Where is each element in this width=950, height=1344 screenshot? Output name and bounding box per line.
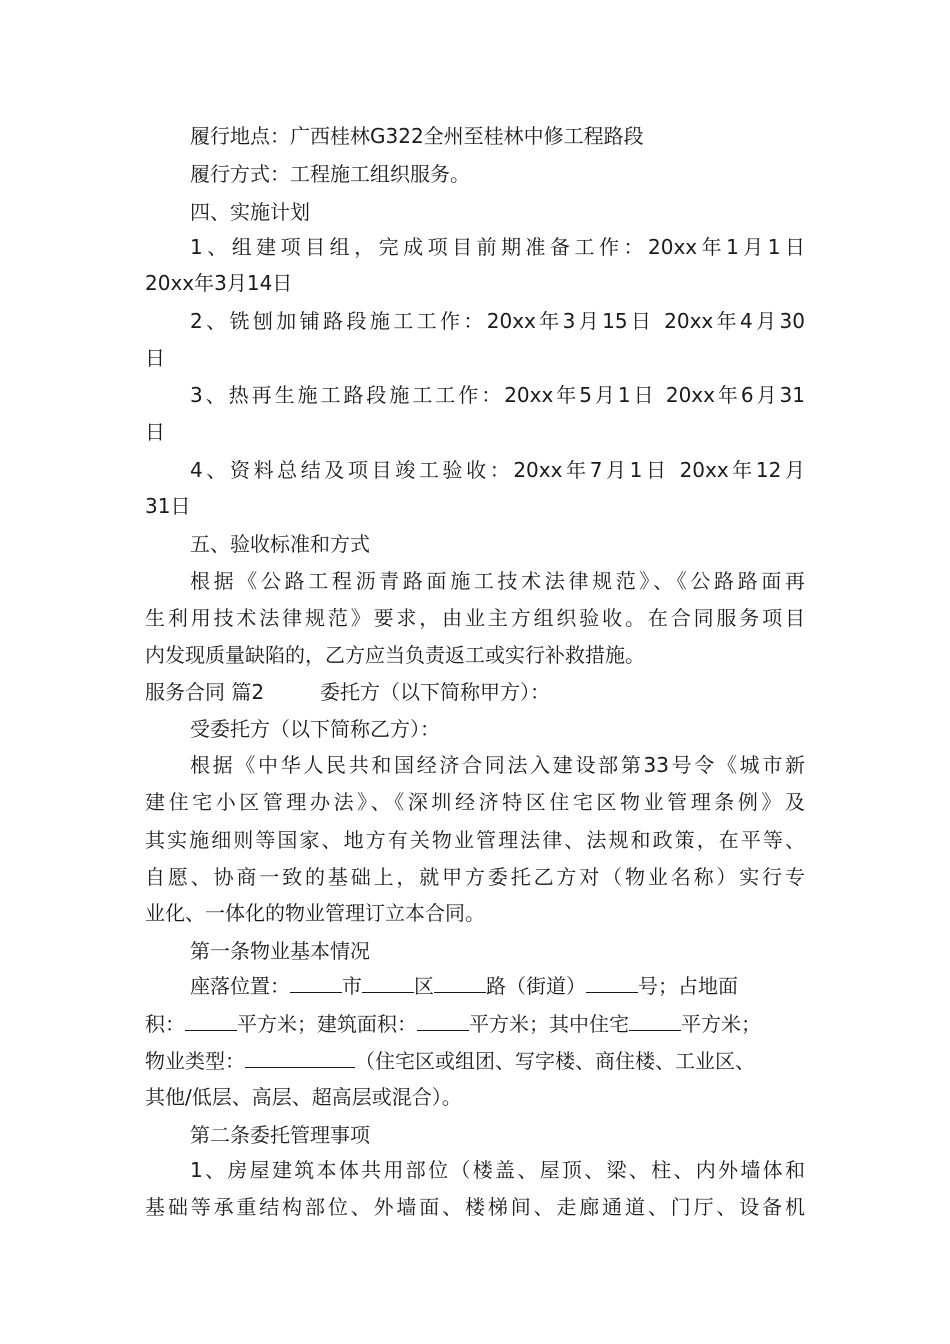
contract-title: 服务合同 篇2 <box>145 680 265 704</box>
district-label: 区 <box>414 974 434 998</box>
plan-item-2-line-1: 2、铣刨加铺路段施工工作：20xx年3月15日 20xx年4月30 <box>190 309 805 333</box>
road-label: 路（街道） <box>486 974 586 998</box>
basis-paragraph-line-3: 其实施细则等国家、地方有关物业管理法律、法规和政策，在平等、 <box>145 828 805 852</box>
location-line <box>190 970 738 1000</box>
plan-item-1-line-2: 20xx年3月14日 <box>145 271 293 295</box>
basis-paragraph-line-2: 建住宅小区管理办法》、《深圳经济特区住宅区物业管理条例》及 <box>145 790 805 814</box>
area-line <box>145 1008 761 1038</box>
client-party-label: 委托方（以下简称甲方）： <box>320 680 550 704</box>
plan-item-4-line-2: 31日 <box>145 494 191 518</box>
article-1-heading: 第一条物业基本情况 <box>190 939 370 963</box>
basis-paragraph-line-1: 根据《中华人民共和国经济合同法入建设部第33号令《城市新 <box>190 753 805 777</box>
land-area-label: 号；占地面 <box>638 974 738 998</box>
property-type-blank <box>245 1045 355 1068</box>
management-item-1-line-1: 1、房屋建筑本体共用部位（楼盖、屋顶、梁、柱、内外墙体和 <box>190 1158 805 1182</box>
basis-paragraph-line-5: 业化、一体化的物业管理订立本合同。 <box>145 901 485 925</box>
plan-item-3-line-2: 日 <box>145 420 165 444</box>
acceptance-paragraph-line-2: 生利用技术法律规范》要求，由业主方组织验收。在合同服务项目 <box>145 606 805 630</box>
residential-area-label: 平方米；其中住宅 <box>469 1012 629 1036</box>
number-blank <box>586 970 638 993</box>
section-heading-acceptance: 五、验收标准和方式 <box>190 532 370 556</box>
building-area-blank <box>417 1008 469 1031</box>
property-type-line <box>145 1045 755 1075</box>
land-area-blank <box>185 1008 237 1031</box>
plan-item-2-line-2: 日 <box>145 346 165 370</box>
section-heading-implementation-plan: 四、实施计划 <box>190 200 310 224</box>
area-label: 积： <box>145 1012 185 1036</box>
acceptance-paragraph-line-1: 根据《公路工程沥青路面施工技术法律规范》、《公路路面再 <box>190 569 805 593</box>
district-blank <box>362 970 414 993</box>
management-item-1-line-2: 基础等承重结构部位、外墙面、楼梯间、走廊通道、门厅、设备机 <box>145 1195 805 1219</box>
contractor-party-label: 受委托方（以下简称乙方）： <box>190 717 440 741</box>
performance-location: 履行地点：广西桂林G322全州至桂林中修工程路段 <box>190 124 644 148</box>
square-meter-label: 平方米； <box>681 1012 761 1036</box>
article-2-heading: 第二条委托管理事项 <box>190 1123 370 1147</box>
plan-item-1-line-1: 1、组建项目组，完成项目前期准备工作：20xx年1月1日 <box>190 235 805 259</box>
property-type-options: （住宅区或组团、写字楼、商住楼、工业区、 <box>355 1049 755 1073</box>
performance-method: 履行方式：工程施工组织服务。 <box>190 162 470 186</box>
city-label: 市 <box>342 974 362 998</box>
location-label: 座落位置： <box>190 974 290 998</box>
property-type-label: 物业类型： <box>145 1049 245 1073</box>
plan-item-4-line-1: 4、资料总结及项目竣工验收：20xx年7月1日 20xx年12月 <box>190 458 805 482</box>
residential-area-blank <box>629 1008 681 1031</box>
property-type-options-line-2: 其他/低层、高层、超高层或混合）。 <box>145 1085 462 1109</box>
city-blank <box>290 970 342 993</box>
road-blank <box>434 970 486 993</box>
plan-item-3-line-1: 3、热再生施工路段施工工作：20xx年5月1日 20xx年6月31 <box>190 383 805 407</box>
acceptance-paragraph-line-3: 内发现质量缺陷的，乙方应当负责返工或实行补救措施。 <box>145 643 645 667</box>
basis-paragraph-line-4: 自愿、协商一致的基础上，就甲方委托乙方对（物业名称）实行专 <box>145 865 805 889</box>
building-area-label: 平方米；建筑面积： <box>237 1012 417 1036</box>
